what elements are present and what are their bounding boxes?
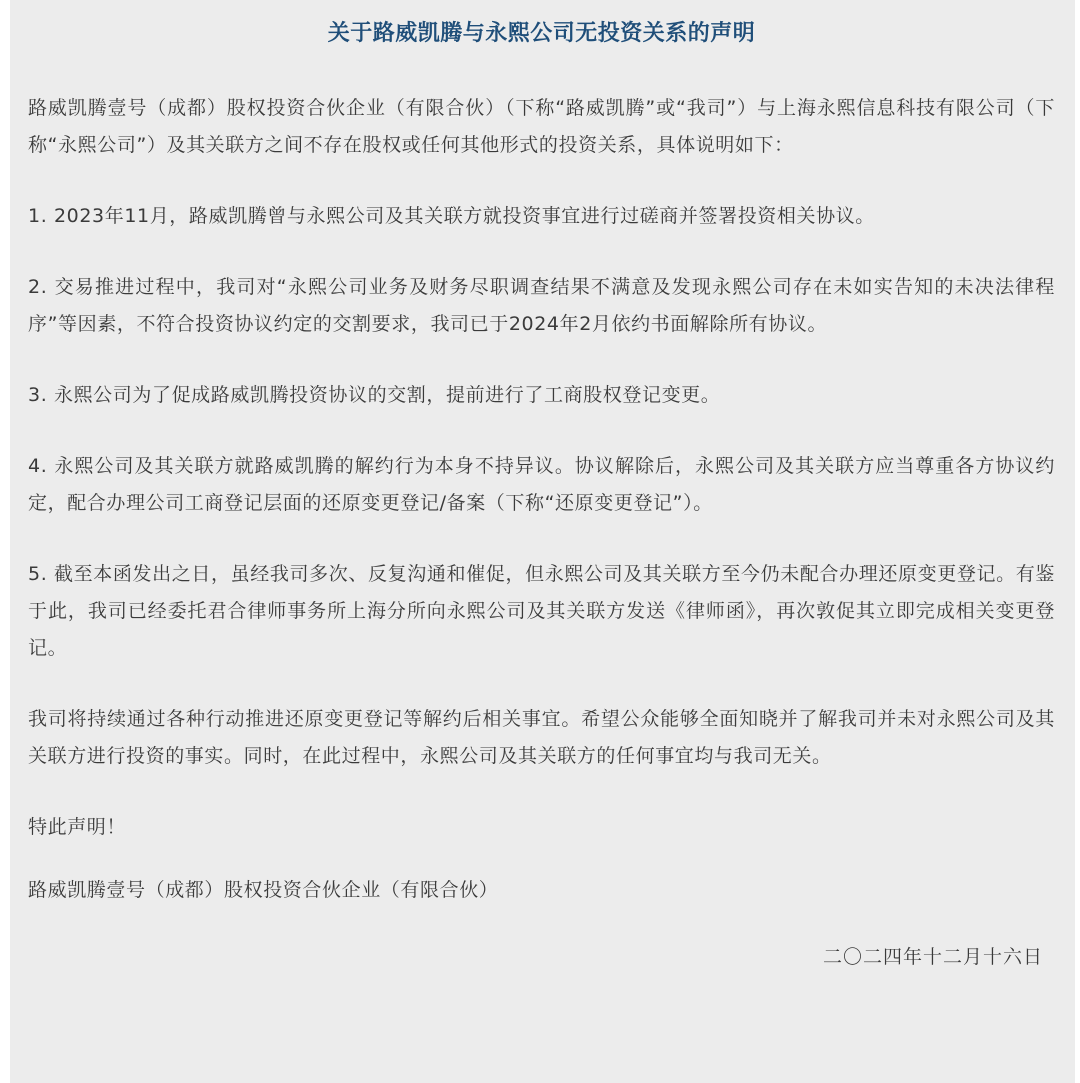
item-5-paragraph: 5. 截至本函发出之日，虽经我司多次、反复沟通和催促，但永熙公司及其关联方至今仍未配合办理还原变更登记。有鉴于此，我司已经委托君合律师事务所上海分所向永熙公司及其关联方发送《律师函》，再次敦促其立即完成相关变更登记。 (28, 563, 1055, 659)
signature-date: 二〇二四年十二月十六日 (822, 946, 1043, 968)
signature-entity: 路威凯腾壹号（成都）股权投资合伙企业（有限合伙） (28, 879, 499, 901)
item-1-paragraph: 1. 2023年11月，路威凯腾曾与永熙公司及其关联方就投资事宜进行过磋商并签署投资相关协议。 (28, 205, 875, 227)
document-title: 关于路威凯腾与永熙公司无投资关系的声明 (327, 21, 756, 46)
document-body (28, 90, 1055, 976)
statement-document (10, 0, 1075, 1083)
item-3-paragraph: 3. 永熙公司为了促成路威凯腾投资协议的交割，提前进行了工商股权登记变更。 (28, 384, 721, 406)
item-2-paragraph: 2. 交易推进过程中，我司对“永熙公司业务及财务尽职调查结果不满意及发现永熙公司存在未如实告知的未决法律程序”等因素，不符合投资协议约定的交割要求，我司已于2024年2月依约书面解除所有协议。 (28, 276, 1055, 335)
intro-paragraph: 路威凯腾壹号（成都）股权投资合伙企业（有限合伙）（下称“路威凯腾”或“我司”）与上海永熙信息科技有限公司（下称“永熙公司”）及其关联方之间不存在股权或任何其他形式的投资关系，具体说明如下： (28, 97, 1055, 156)
declaration-text: 特此声明！ (28, 816, 127, 838)
item-4-paragraph: 4. 永熙公司及其关联方就路威凯腾的解约行为本身不持异议。协议解除后，永熙公司及其关联方应当尊重各方协议约定，配合办理公司工商登记层面的还原变更登记/备案（下称“还原变更登记”）。 (28, 455, 1055, 514)
closing-paragraph: 我司将持续通过各种行动推进还原变更登记等解约后相关事宜。希望公众能够全面知晓并了解我司并未对永熙公司及其关联方进行投资的事实。同时，在此过程中，永熙公司及其关联方的任何事宜均与我司无关。 (28, 708, 1055, 767)
